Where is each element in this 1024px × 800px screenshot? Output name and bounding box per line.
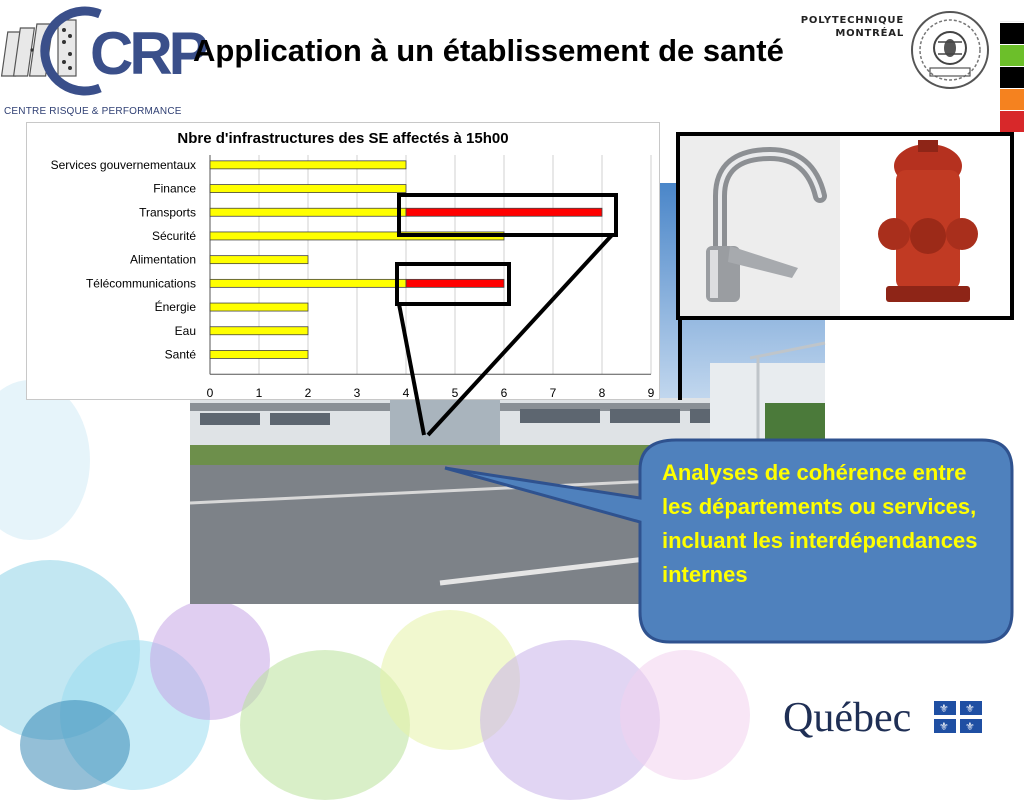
x-tick-label: 3	[353, 386, 361, 400]
chart-title: Nbre d'infrastructures des SE affectés à 15h00	[177, 130, 509, 147]
quebec-flag-icon	[934, 701, 982, 733]
x-tick-label: 9	[647, 386, 655, 400]
institution-line-2: MONTRÉAL	[835, 28, 904, 39]
y-tick-label: Transports	[139, 205, 196, 220]
x-tick-label: 6	[500, 386, 508, 400]
slide-title: Application à un établissement de santé	[193, 33, 784, 68]
svg-text:CRP: CRP	[90, 20, 205, 87]
logo-caption: CENTRE RISQUE & PERFORMANCE	[4, 106, 182, 117]
y-tick-label: Alimentation	[129, 252, 196, 267]
x-tick-label: 8	[598, 386, 606, 400]
svg-text:⚜: ⚜	[939, 702, 949, 715]
y-tick-label: Finance	[153, 181, 196, 196]
y-tick-label: Énergie	[154, 300, 196, 315]
y-tick-label: Santé	[164, 347, 196, 362]
svg-text:⚜: ⚜	[965, 720, 975, 733]
y-tick-label: Eau	[174, 323, 196, 338]
svg-text:⚜: ⚜	[939, 720, 949, 733]
callout-text: Analyses de cohérence entre les départements ou services, incluant les interdépendances internes	[662, 460, 978, 587]
x-tick-label: 7	[549, 386, 557, 400]
x-tick-label: 0	[206, 386, 214, 400]
x-tick-label: 4	[402, 386, 410, 400]
x-tick-label: 1	[255, 386, 263, 400]
y-tick-label: Télécommunications	[85, 276, 196, 291]
x-tick-label: 2	[304, 386, 312, 400]
institution-line-1: POLYTECHNIQUE	[800, 15, 904, 26]
x-tick-label: 5	[451, 386, 459, 400]
svg-text:⚜: ⚜	[965, 702, 975, 715]
y-tick-label: Sécurité	[151, 228, 196, 243]
y-tick-label: Services gouvernementaux	[50, 157, 196, 172]
quebec-wordmark: Québec	[783, 695, 912, 741]
